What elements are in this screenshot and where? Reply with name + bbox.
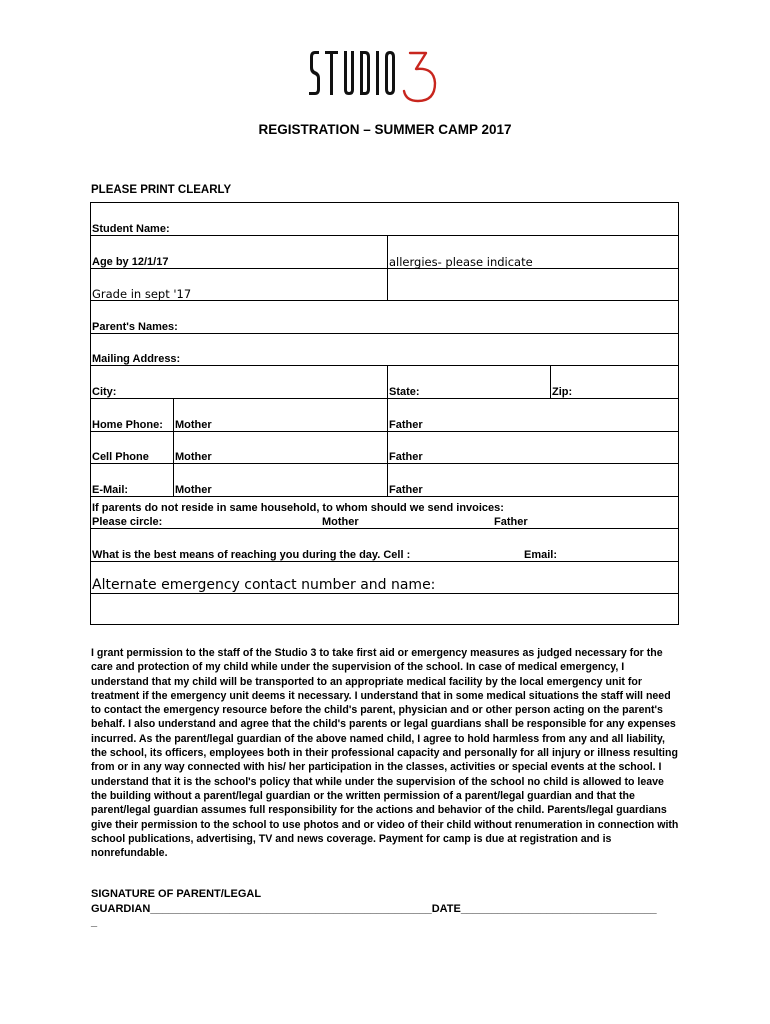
- home-phone-label: Home Phone:: [92, 419, 163, 431]
- grade-label: Grade in sept '17: [92, 287, 192, 301]
- email-mother-label: Mother: [175, 484, 212, 496]
- email-father-label: Father: [389, 484, 423, 496]
- best-means-label: What is the best means of reaching you during the day. Cell :: [92, 549, 411, 561]
- best-means-email-label: Email:: [524, 549, 558, 561]
- signature-date-line: GUARDIAN______________________________________________DATE________________________________: [91, 903, 657, 915]
- zip-label: Zip:: [552, 386, 573, 398]
- city-label: City:: [92, 386, 117, 398]
- student-name-label: Student Name:: [92, 223, 170, 235]
- cell-phone-label: Cell Phone: [92, 451, 149, 463]
- home-phone-father-label: Father: [389, 419, 423, 431]
- cell-phone-mother-label: Mother: [175, 451, 212, 463]
- mailing-address-label: Mailing Address:: [92, 353, 181, 365]
- alternate-contact-label: Alternate emergency contact number and name:: [92, 577, 436, 593]
- instruction: PLEASE PRINT CLEARLY: [91, 184, 232, 196]
- parents-names-label: Parent's Names:: [92, 321, 178, 333]
- consent-text: I grant permission to the staff of the Studio 3 to take first aid or emergency measures as judged necessary for the care and protection of my child while under the supervision of the school. In case of medical emergency, I understand that my child will be transported to an appropriate medical facility by the local emergency unit for treatment if the emergency unit deems it necessary. I understand that in some medical situations the staff will need to contact the emergency resource before the child's parent, physician and or other person acting on the parent's behalf. I also understand and agree that the child's parents or legal guardians shall be responsible for any expenses incurred. As the parent/legal guardian of the above named child, I agree to hold harmless from any and all liability, the school, its officers, employees both in their professional capacity and personally for all injury or illness resulting from or in any way connected with his/ her participation in the classes, activities or special events at the school. I understand that it is the school's policy that while under the supervision of the school no child is allowed to leave the building without a parent/legal guardian or the written permission of a parent/legal guardian and that the parent/legal guardian assumes full responsibility for the actions and behavior of the child. Parents/legal guardians give their permission to the school to use photos and or video of their child without renumeration in connection with school publications, advertising, TV and news coverage. Payment for camp is due at registration and is nonrefundable.: [91, 647, 679, 860]
- age-label: Age by 12/1/17: [92, 256, 169, 268]
- please-circle-label: Please circle:: [92, 516, 163, 528]
- signature-trailing: _: [91, 916, 98, 928]
- invoice-father-option: Father: [494, 516, 528, 528]
- invoice-mother-option: Mother: [322, 516, 359, 528]
- state-label: State:: [389, 386, 420, 398]
- registration-form: [90, 202, 679, 625]
- allergies-label: allergies- please indicate: [389, 255, 533, 269]
- signature-label: SIGNATURE OF PARENT/LEGAL: [91, 888, 262, 900]
- cell-phone-father-label: Father: [389, 451, 423, 463]
- home-phone-mother-label: Mother: [175, 419, 212, 431]
- page-title: REGISTRATION – SUMMER CAMP 2017: [258, 122, 512, 137]
- invoice-question: If parents do not reside in same household, to whom should we send invoices:: [92, 502, 504, 514]
- email-label: E-Mail:: [92, 484, 129, 496]
- studio3-logo: [306, 45, 476, 105]
